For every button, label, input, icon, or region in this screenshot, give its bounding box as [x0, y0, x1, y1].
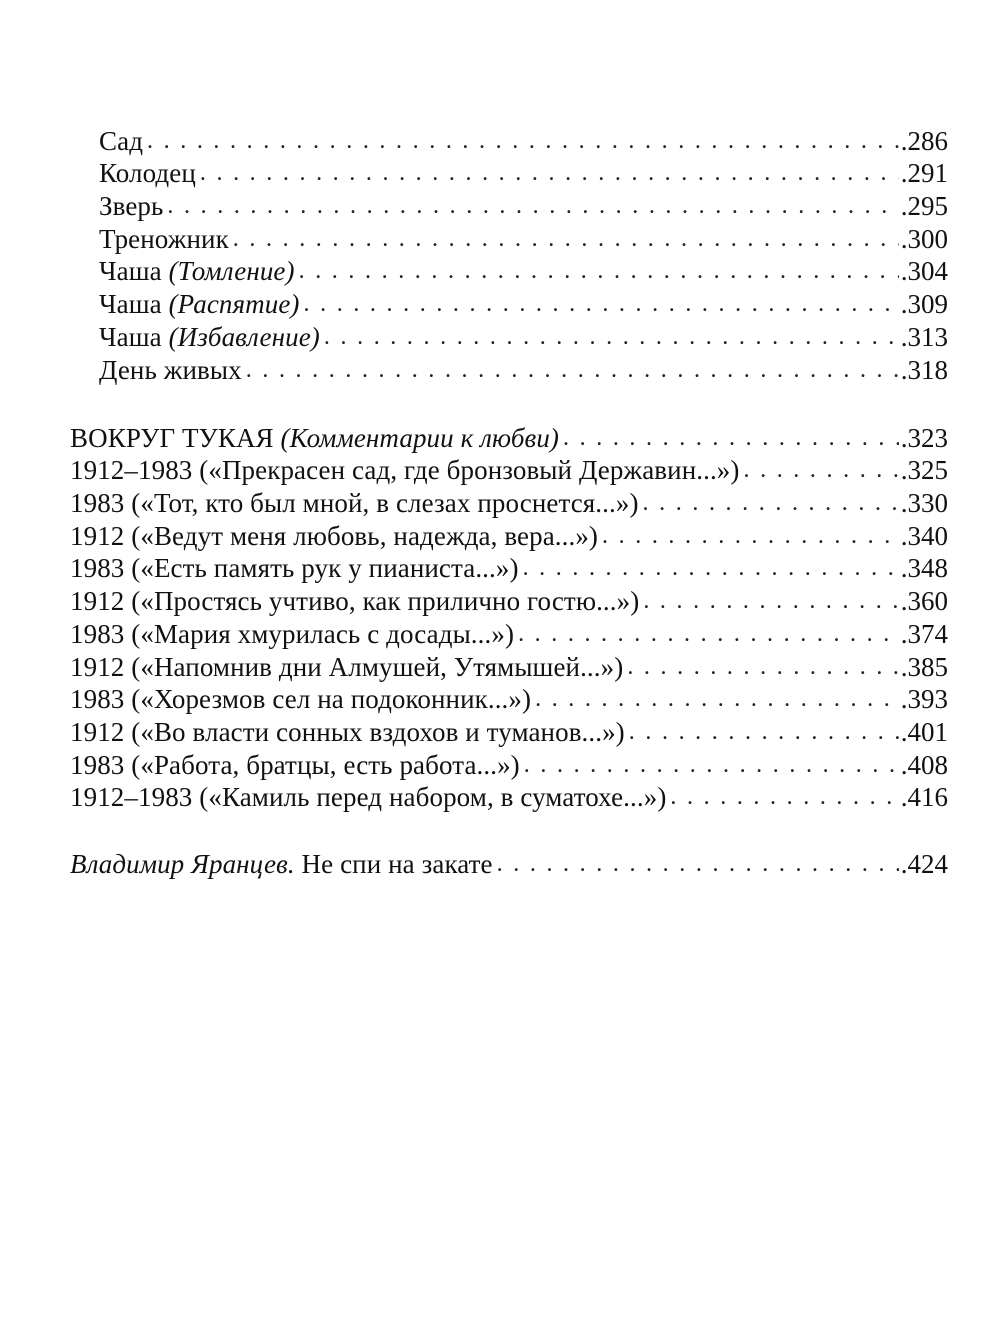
toc-entry — [70, 748, 948, 781]
dot-leader — [670, 781, 898, 813]
toc-entry — [70, 715, 948, 748]
toc-entry-author: Владимир Яранцев. — [70, 848, 295, 879]
dot-leader — [523, 552, 899, 584]
dot-leader — [524, 749, 899, 781]
toc-entry-title: Чаша (Распятие) — [99, 288, 304, 320]
toc-entry-page: .318 — [900, 354, 948, 385]
toc-entry — [70, 287, 948, 320]
toc-entry-page: .416 — [900, 782, 948, 813]
toc-entry — [70, 189, 948, 222]
toc-section-afterword — [70, 847, 948, 880]
toc-entry-page: .286 — [900, 125, 948, 156]
toc-entry-title: 1983 («Есть память рук у пианиста...») — [70, 552, 523, 584]
toc-entry — [70, 650, 948, 683]
toc-entry-title: 1912 («Во власти сонных вздохов и туманов...») — [70, 716, 629, 748]
toc-entry-title: 1912–1983 («Прекрасен сад, где бронзовый Державин...») — [70, 454, 744, 486]
dot-leader — [246, 354, 899, 386]
toc-entry-page: .408 — [900, 749, 948, 780]
toc-entry-title: День живых — [99, 354, 246, 386]
toc-entry-page: .385 — [900, 651, 948, 682]
toc-entry-page: .374 — [900, 618, 948, 649]
toc-entry-page: .295 — [900, 191, 948, 222]
toc-entry-title: 1912–1983 («Камиль перед набором, в суматохе...») — [70, 781, 670, 813]
toc-entry — [70, 584, 948, 617]
dot-leader — [627, 651, 898, 683]
toc-entry — [70, 552, 948, 585]
toc-entry — [70, 519, 948, 552]
dot-leader — [497, 848, 899, 880]
toc-entry-page: .340 — [900, 520, 948, 551]
dot-leader — [643, 487, 899, 519]
toc-entry-title: ВОКРУГ ТУКАЯ (Комментарии к любви) — [70, 422, 563, 454]
toc-entry-title: Треножник — [99, 223, 233, 255]
toc-entry — [70, 320, 948, 353]
dot-leader — [744, 454, 899, 486]
toc-entry-heading — [70, 421, 948, 454]
toc-entry — [70, 255, 948, 288]
toc-entry-page: .348 — [900, 553, 948, 584]
toc-entry-page: .291 — [900, 158, 948, 189]
toc-entry-page: .300 — [900, 223, 948, 254]
toc-section-poems — [70, 124, 948, 386]
toc-entry-page: .424 — [900, 848, 948, 879]
toc-entry-page: .330 — [900, 488, 948, 519]
dot-leader — [563, 422, 899, 454]
toc-entry-page: .309 — [900, 289, 948, 320]
toc-entry-title: Сад — [99, 125, 147, 157]
toc-entry — [70, 222, 948, 255]
toc-entry-title: 1983 («Хорезмов сел на подоконник...») — [70, 683, 535, 715]
toc-entry — [70, 353, 948, 386]
dot-leader — [629, 716, 899, 748]
toc-entry-title: Колодец — [99, 157, 200, 189]
dot-leader — [147, 125, 899, 157]
dot-leader — [602, 520, 899, 552]
toc-entry — [70, 617, 948, 650]
toc-entry — [70, 124, 948, 157]
toc-entry-page: .313 — [900, 321, 948, 352]
toc-entry-page: .401 — [900, 716, 948, 747]
toc-section-tukay — [70, 421, 948, 813]
toc-entry-title: Чаша (Томление) — [99, 255, 299, 287]
toc-entry-title: Владимир Яранцев. Не спи на закате — [70, 848, 497, 880]
toc-entry-page: .323 — [900, 422, 948, 453]
toc-entry — [70, 454, 948, 487]
toc-entry-title: 1912 («Простясь учтиво, как прилично гостю...») — [70, 585, 643, 617]
dot-leader — [324, 321, 899, 353]
toc-entry-title: 1912 («Напомнив дни Алмушей, Утямышей...») — [70, 651, 627, 683]
toc-entry-title: Зверь — [99, 190, 167, 222]
toc-entry-title: 1983 («Мария хмурилась с досады...») — [70, 618, 518, 650]
toc-entry-page: .393 — [900, 684, 948, 715]
dot-leader — [304, 288, 899, 320]
dot-leader — [299, 255, 899, 287]
toc-entry — [70, 847, 948, 880]
toc-entry — [70, 157, 948, 190]
toc-entry — [70, 781, 948, 814]
dot-leader — [518, 618, 899, 650]
dot-leader — [643, 585, 898, 617]
toc-entry-title: 1983 («Работа, братцы, есть работа...») — [70, 749, 524, 781]
toc-entry-title: 1983 («Тот, кто был мной, в слезах проснется...») — [70, 487, 643, 519]
toc-entry-page: .325 — [900, 455, 948, 486]
toc-entry-title: 1912 («Ведут меня любовь, надежда, вера...») — [70, 520, 602, 552]
toc-entry-page: .360 — [900, 586, 948, 617]
toc-entry — [70, 683, 948, 716]
toc-entry — [70, 486, 948, 519]
dot-leader — [167, 190, 898, 222]
dot-leader — [233, 223, 899, 255]
dot-leader — [535, 683, 899, 715]
toc-entry-title: Чаша (Избавление) — [99, 321, 324, 353]
toc-entry-page: .304 — [900, 256, 948, 287]
dot-leader — [200, 157, 899, 189]
